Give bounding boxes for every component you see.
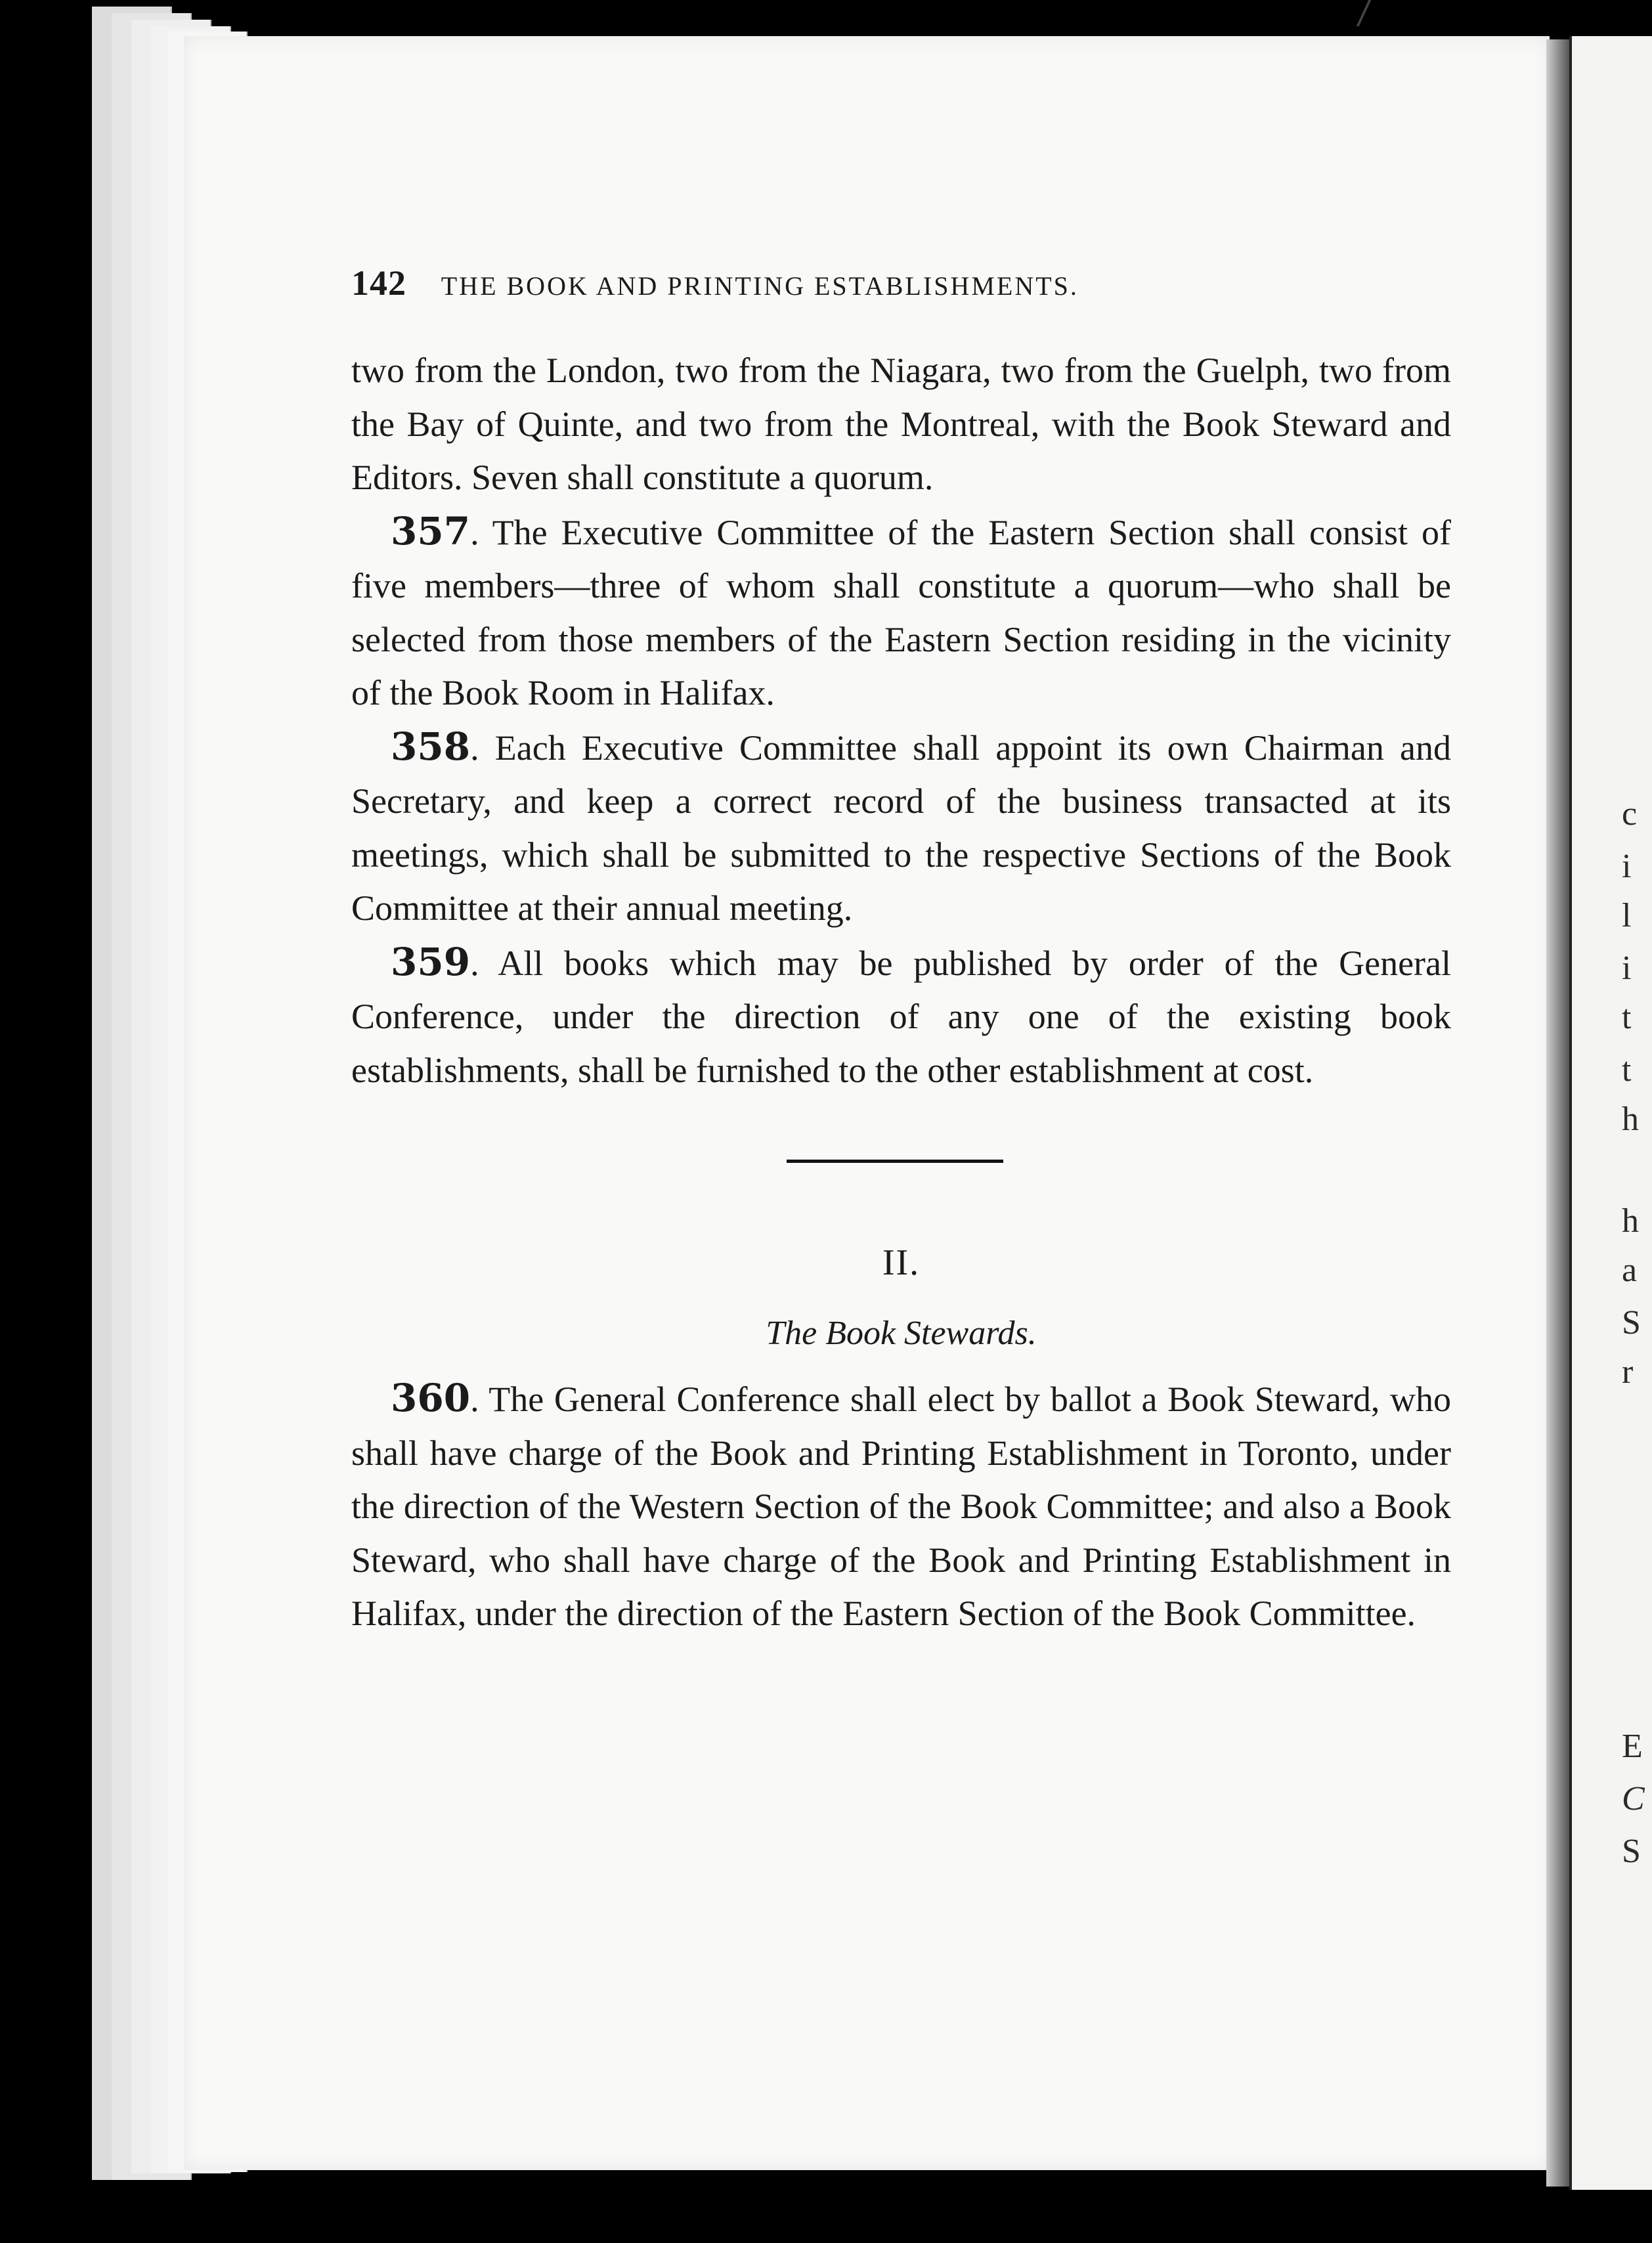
body-text <box>351 344 1451 1641</box>
paragraph <box>351 344 1451 505</box>
section-divider <box>787 1160 1003 1163</box>
running-header <box>351 263 1641 303</box>
facing-fragment: E <box>1622 1728 1643 1765</box>
facing-fragment: C <box>1622 1780 1645 1818</box>
section-dot: . <box>470 1380 489 1419</box>
section-dot: . <box>470 728 495 768</box>
paragraph <box>351 505 1451 720</box>
facing-fragment: S <box>1622 1833 1641 1870</box>
section-number: 358 <box>391 724 471 769</box>
paragraph-text: The Executive Committee of the Eastern Section shall consist of five members—three of whom shall constitute a quorum—who shall be selected from those members of the Eastern Section residing in the vicinity of the Book Room in Halifax. <box>351 512 1451 712</box>
facing-fragment: t <box>1622 999 1632 1036</box>
paragraph <box>351 936 1451 1098</box>
facing-fragment: h <box>1622 1202 1639 1240</box>
facing-fragment: i <box>1622 949 1632 987</box>
running-title: THE BOOK AND PRINTING ESTABLISHMENTS. <box>441 271 1079 301</box>
section-number: 360 <box>391 1376 471 1420</box>
scan-mark <box>1357 0 1390 26</box>
paragraph-text: two from the London, two from the Niagara, two from the Guelph, two from the Bay of Quinte, and two from the Montreal, with the Book Steward and Editors. Seven shall constitute a quorum. <box>351 351 1451 497</box>
section-number: 359 <box>391 939 471 984</box>
paragraph <box>351 1372 1451 1641</box>
facing-fragment: c <box>1622 795 1638 833</box>
section-dot: . <box>470 943 498 983</box>
facing-fragment: h <box>1622 1100 1639 1138</box>
page-number: 142 <box>351 263 406 303</box>
section-number: 357 <box>391 508 471 554</box>
paragraph-text: All books which may be published by order of the General Conference, under the direction of any one of the existing book establishments, shall be furnished to the other establishment at cost. <box>351 943 1451 1090</box>
facing-fragment: r <box>1622 1353 1634 1391</box>
facing-fragment: t <box>1622 1051 1632 1089</box>
part-title: The Book Stewards. <box>766 1314 1037 1352</box>
facing-fragment: i <box>1622 848 1632 885</box>
paragraph-text: Each Executive Committee shall appoint its own Chairman and Secretary, and keep a correct record of the business transacted at its meetings, which shall be submitted to the respective Sections of the Book Committee at their annual meeting. <box>351 728 1452 928</box>
gutter-shadow <box>1546 39 1569 2187</box>
book-page <box>184 36 1550 2170</box>
facing-fragment: l <box>1622 897 1632 934</box>
facing-fragment: a <box>1622 1252 1638 1289</box>
facing-fragment: S <box>1622 1304 1641 1341</box>
paragraph-text: The General Conference shall elect by ballot a Book Steward, who shall have charge of the Book and Printing Establishment in Toronto, under the direction of the Western Section of the Book Committee; and also a Book Steward, who shall have charge of the Book and Printing Establishment in Halifax, under the direction of the Eastern Section of the Book Committee. <box>351 1380 1451 1633</box>
paragraph <box>351 720 1451 936</box>
section-dot: . <box>470 512 492 552</box>
page-content <box>351 233 1641 1641</box>
part-number: II. <box>882 1242 921 1283</box>
